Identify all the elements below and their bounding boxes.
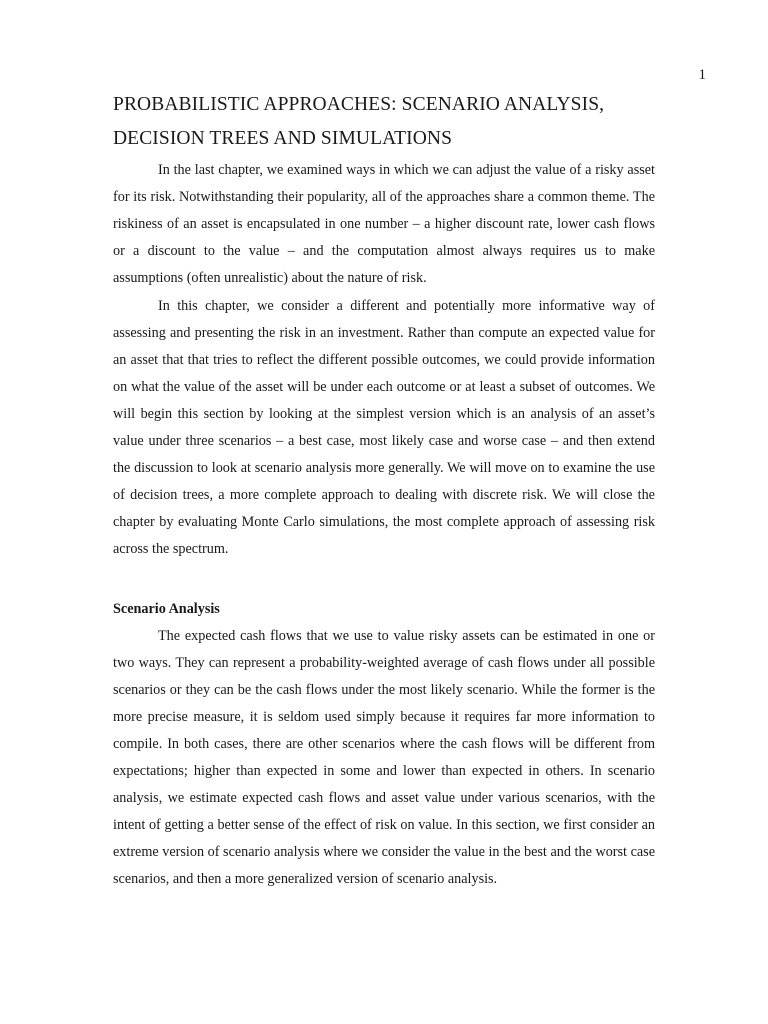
chapter-title: [113, 88, 655, 156]
chapter-title-line-2: DECISION TREES AND SIMULATIONS: [113, 128, 453, 149]
scenario-analysis-paragraph-1: The expected cash flows that we use to value risky assets can be estimated in one or two ways. They can represent a probability-weighted average of cash flows under all possible scenarios or they can be the cash flows under the most likely scenario. While the former is the more precise measure, it is seldom used simply because it requires far more information to compile. In both cases, there are other scenarios where the cash flows will be different from expectations; higher than expected in some and lower than expected in others. In scenario analysis, we estimate expected cash flows and asset value under various scenarios, with the intent of getting a better sense of the effect of risk on value. In this section, we first consider an extreme version of scenario analysis where we consider the value in the best and the worst case scenarios, and then a more generalized version of scenario analysis.: [113, 628, 655, 887]
section-heading-scenario-analysis: Scenario Analysis: [113, 601, 220, 617]
page-number: 1: [698, 67, 706, 83]
document-body: [113, 88, 655, 893]
chapter-title-line-1: PROBABILISTIC APPROACHES: SCENARIO ANALYSIS,: [113, 94, 605, 115]
intro-paragraph-2: In this chapter, we consider a different and potentially more informative way of assessing and presenting the risk in an investment. Rather than compute an expected value for an asset that that tries to reflect the different possible outcomes, we could provide information on what the value of the asset will be under each outcome or at least a subset of outcomes. We will begin this section by looking at the simplest version which is an analysis of an asset’s value under three scenarios – a best case, most likely case and worse case – and then extend the discussion to look at scenario analysis more generally. We will move on to examine the use of decision trees, a more complete approach to dealing with discrete risk. We will close the chapter by evaluating Monte Carlo simulations, the most complete approach of assessing risk across the spectrum.: [113, 298, 655, 557]
intro-paragraph-1: In the last chapter, we examined ways in which we can adjust the value of a risky asset for its risk. Notwithstanding their popularity, all of the approaches share a common theme. The riskiness of an asset is encapsulated in one number – a higher discount rate, lower cash flows or a discount to the value – and the computation almost always requires us to make assumptions (often unrealistic) about the nature of risk.: [113, 162, 655, 286]
